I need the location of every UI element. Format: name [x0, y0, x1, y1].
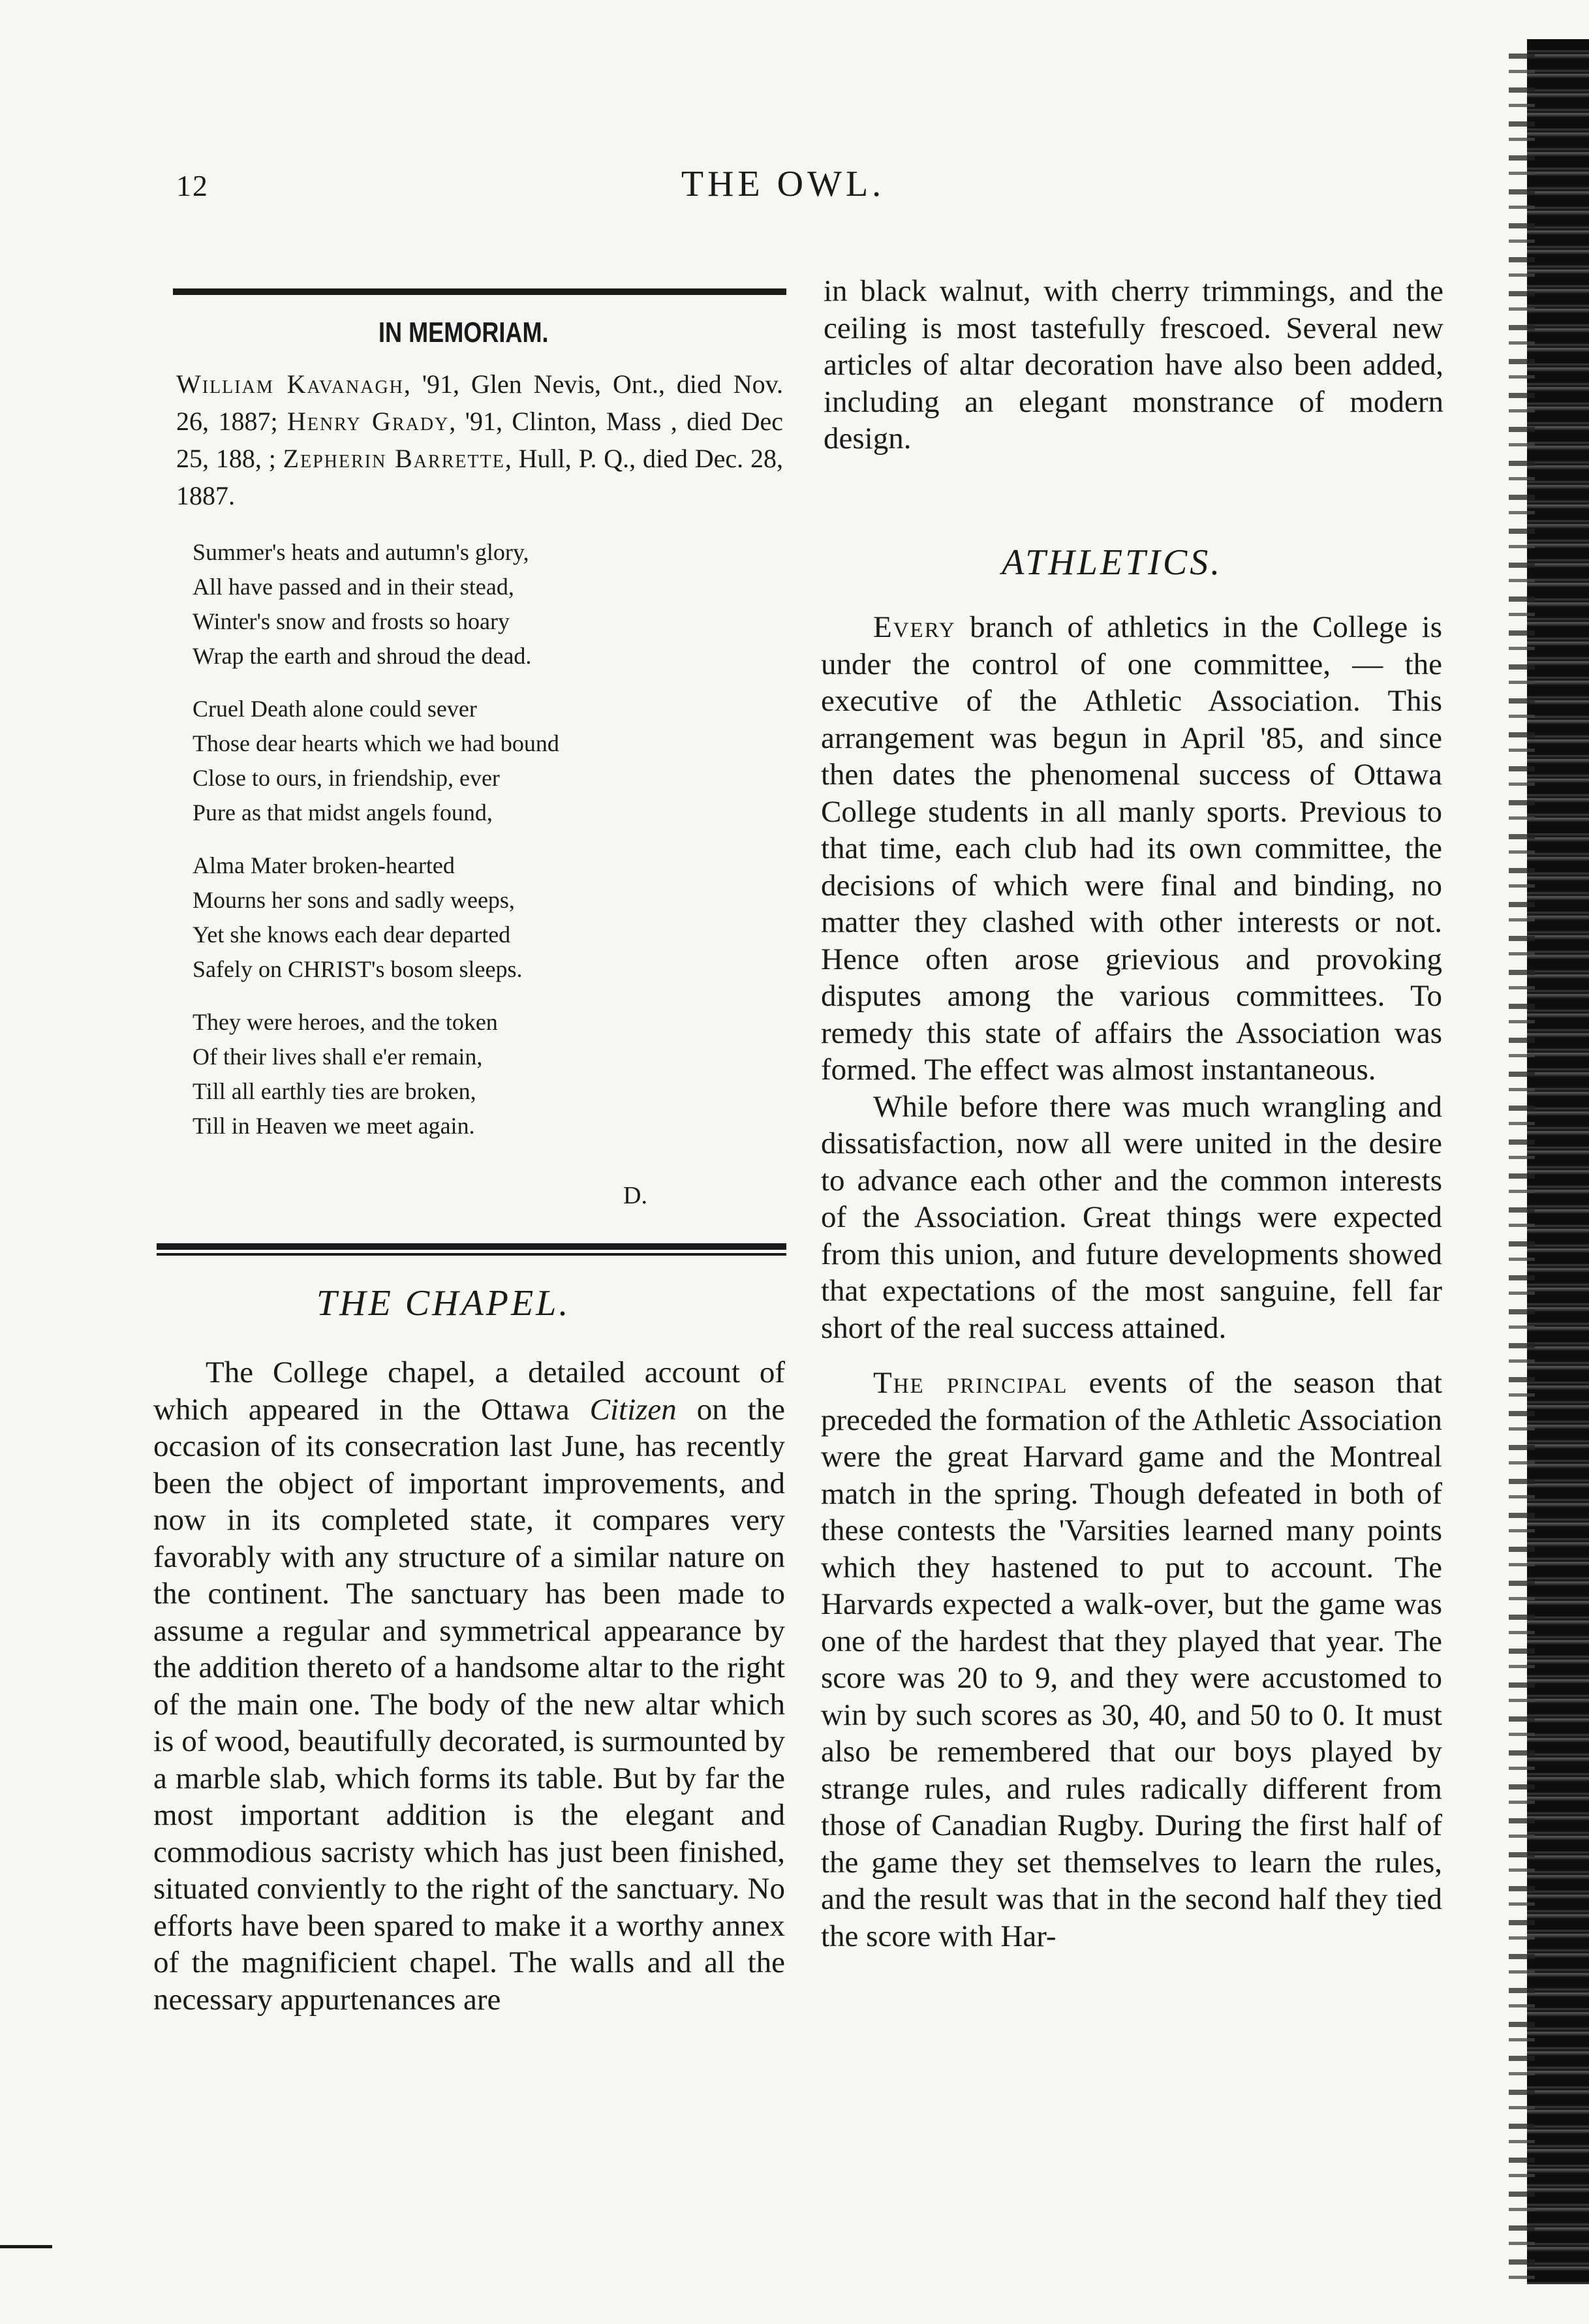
poem-signature: D.: [623, 1182, 647, 1209]
memoriam-details-3: , Hull, P. Q., died Dec. 28, 1887.: [176, 444, 783, 510]
poem-line: Pure as that midst angels found,: [193, 799, 493, 826]
athletics-body: [821, 609, 1442, 1955]
memoriam-top-rule: [173, 288, 786, 295]
scanned-page-edge: [1527, 39, 1589, 2284]
athletics-p3-text: events of the season that preceded the formation of the Athletic Association were the great Harvard game and the Montreal match in the spring. Though defeated in both of these contests the 'Varsities learned many points which they hastened to put to account. The Harvards expected a walk-over, but the game was one of the hardest that they played that year. The score was 20 to 9, and they were accustomed to win by such scores as 30, 40, and 50 to 0. It must also be remembered that our boys played by strange rules, and rules radically different from those of Canadian Rugby. During the first half of the game they set themselves to learn the rules, and the result was that in the second half they tied the score with Har-: [821, 1366, 1443, 1953]
poem-line: Till all earthly ties are broken,: [193, 1078, 476, 1104]
poem-line: Till in Heaven we meet again.: [193, 1113, 475, 1139]
memoriam-details-1: , '91, Glen Nevis, Ont., died Nov. 26, 1887;: [176, 369, 783, 436]
poem-line: Yet she knows each dear departed: [193, 922, 511, 948]
poem-stanza: [193, 848, 559, 987]
poem-line: Of their lives shall e'er remain,: [193, 1044, 483, 1070]
athletics-title: ATHLETICS.: [1002, 542, 1223, 583]
athletics-paragraph-3: [821, 1365, 1442, 1955]
poem-line: All have passed and in their stead,: [193, 574, 514, 600]
poem-line: Wrap the earth and shroud the dead.: [193, 643, 532, 669]
chapel-title: THE CHAPEL.: [316, 1283, 571, 1324]
memoriam-bottom-rule: [157, 1243, 786, 1250]
poem-stanza: [193, 1005, 559, 1143]
athletics-p1-text: branch of athletics in the College is under the control of one committee, — the executive of the Athletic Association. This arrangement was begun in April '85, and since then dates the phenomenal success of Ottawa College students in all manly sports. Previous to that time, each club had its own committee, the decisions of which were final and binding, no matter they clashed with other interests or not. Hence often arose grievious and provoking disputes among the various committees. To remedy this state of affairs the Association was formed. The effect was almost instantaneous.: [821, 610, 1442, 1087]
chapel-text-2: on the occasion of its consecration last June, has recently been the object of important improvements, and now in its completed state, it compares very favorably with any structure of a similar nature on the continent. The sanctuary has been made to assume a regular and symmetrical appearance by the addition thereto of a handsome altar to the right of the main one. The body of the new altar which is of wood, beautifully decorated, is surmounted by a marble slab, which forms its table. But by far the most important addition is the elegant and commodious sacristy which has just been finished, situated conviently to the right of the sanctuary. No efforts have been spared to make it a worthy annex of the magnificient chapel. The walls and all the necessary appurtenances are: [153, 1392, 785, 2017]
poem-line: Safely on CHRIST's bosom sleeps.: [193, 956, 523, 982]
poem-line: Cruel Death alone could sever: [193, 696, 477, 722]
memoriam-name-2: Henry Grady: [287, 407, 450, 436]
margin-mark: [0, 2245, 52, 2248]
chapel-body: [153, 1354, 785, 2018]
poem-line: Winter's snow and frosts so hoary: [193, 608, 510, 634]
poem-stanza: [193, 692, 559, 830]
running-title: THE OWL.: [681, 164, 886, 204]
memorial-poem: [193, 535, 559, 1162]
memoriam-name-1: William Kavanagh: [176, 369, 404, 399]
poem-line: Alma Mater broken-hearted: [193, 852, 455, 878]
athletics-p1-lead: Every: [873, 610, 956, 644]
chapel-citizen: Citizen: [589, 1392, 677, 1427]
chapel-continuation: [824, 273, 1443, 457]
athletics-paragraph-2: While before there was much wrangling and dissatisfaction, now all were united in the desire to advance each other and the common interests of the Association. Great things were expected from this union, and future developments showed that expectations of the most sanguine, fell far short of the real success attained.: [821, 1089, 1442, 1345]
poem-line: They were heroes, and the token: [193, 1009, 498, 1035]
memoriam-name-3: Zepherin Barrette: [283, 444, 505, 473]
poem-line: Mourns her sons and sadly weeps,: [193, 887, 515, 913]
poem-stanza: [193, 535, 559, 674]
memoriam-bottom-rule-thin: [157, 1253, 786, 1256]
chapel-continuation-text: in black walnut, with cherry trimmings, and the ceiling is most tastefully frescoed. Several new articles of altar decoration have also been added, including an elegant monstrance of modern design.: [824, 274, 1443, 456]
memoriam-entries: [176, 365, 783, 514]
memoriam-title: IN MEMORIAM.: [378, 317, 549, 349]
athletics-p3-lead: The principal: [873, 1366, 1068, 1400]
chapel-text-1: The College chapel, a detailed account of which appeared in the Ottawa: [153, 1356, 785, 1427]
poem-line: Summer's heats and autumn's glory,: [193, 539, 529, 565]
memoriam-details-2: , '91, Clinton, Mass , died Dec 25, 188, ;: [176, 407, 783, 473]
poem-line: Those dear hearts which we had bound: [193, 730, 559, 756]
poem-line: Close to ours, in friendship, ever: [193, 765, 500, 791]
page-number: 12: [176, 169, 209, 202]
athletics-paragraph-1: [821, 609, 1442, 1089]
